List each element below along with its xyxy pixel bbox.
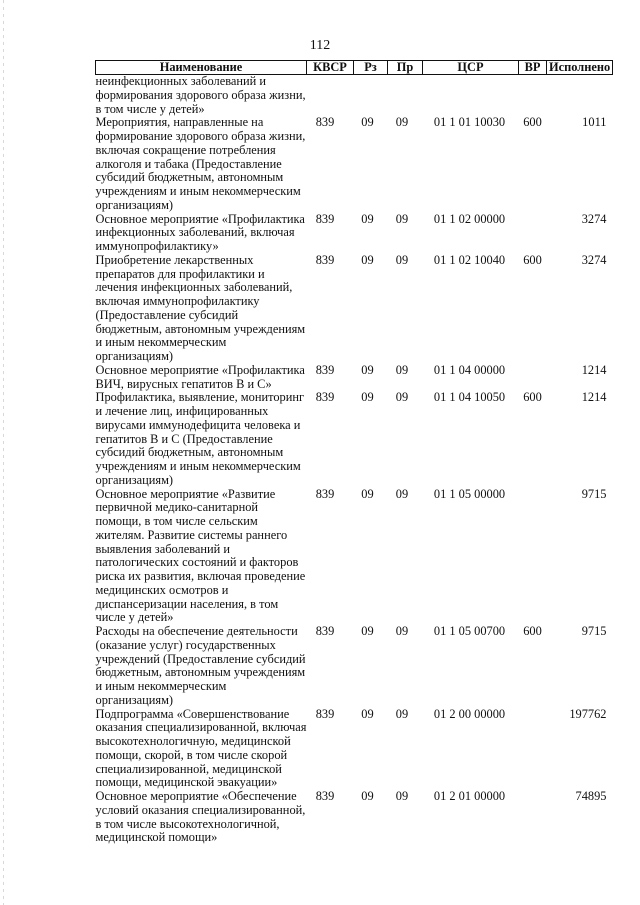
- cell-vr: 600: [523, 390, 542, 405]
- cell-amount: 3274: [581, 252, 607, 267]
- cell-name: Мероприятия, направленные на формирование здорового образа жизни, включая сокращение потребления алкоголя и табака (Предоставление субсидий бюджетным, автономным учреждениям и иным некоммерческим организациям): [95, 115, 306, 212]
- cell-rz: 09: [361, 390, 374, 405]
- cell-vr: [519, 790, 547, 845]
- cell-vr: [519, 708, 547, 791]
- cell-kvsr: 839: [315, 390, 335, 405]
- cell-kvsr: 839: [315, 706, 335, 721]
- cell-name: Основное мероприятие «Обеспечение условий оказания специализированной, в том числе высокотехнологичной, медицинской помощи»: [95, 789, 306, 845]
- cell-rz: 09: [361, 624, 374, 638]
- cell-pr: 09: [395, 362, 409, 377]
- cell-amount: 1214: [581, 362, 607, 377]
- table-row: [96, 364, 613, 392]
- cell-kvsr: 839: [315, 252, 335, 267]
- cell-kvsr: 839: [315, 362, 335, 377]
- cell-name: Приобретение лекарственных препаратов для профилактики и лечения инфекционных заболеваний, включая иммунопрофилактику (Предоставление субсидий бюджетным, автономным учреждениям и иным некоммерческим организациям): [95, 252, 306, 363]
- cell-name: Основное мероприятие «Профилактика инфекционных заболеваний, включая иммунопрофилактику»: [95, 211, 305, 253]
- cell-csr: 01 2 01 00000: [433, 789, 506, 803]
- cell-amount: [547, 75, 613, 117]
- cell-pr: 09: [395, 486, 409, 501]
- table-row: [96, 790, 613, 845]
- cell-rz: 09: [361, 211, 374, 226]
- cell-amount: 197762: [569, 706, 607, 721]
- cell-vr: [519, 75, 547, 117]
- cell-pr: 09: [395, 624, 409, 638]
- cell-name: Расходы на обеспечение деятельности (оказание услуг) государственных учреждений (Предоставление субсидий бюджетным, автономным учреждениям и иным некоммерческим организациям): [95, 624, 306, 707]
- cell-name: Основное мероприятие «Развитие первичной медико-санитарной помощи, в том числе сельским жителям. Развитие системы раннего выявления заболеваний и патологических состояний и факторов риска их развития, включая проведение медицинских осмотров и диспансеризации населения, в том числе у детей»: [95, 486, 306, 625]
- cell-amount: 74895: [575, 789, 607, 803]
- table-row: [96, 391, 613, 487]
- cell-amount: 3274: [581, 211, 607, 226]
- cell-pr: 09: [395, 252, 409, 267]
- cell-csr: 01 1 04 00000: [433, 362, 506, 377]
- cell-csr: 01 1 04 10050: [433, 390, 506, 405]
- header-pr: Пр: [388, 61, 423, 75]
- budget-table: [95, 60, 613, 845]
- cell-pr: 09: [395, 706, 409, 721]
- cell-name: неинфекционных заболеваний и формирования здорового образа жизни, в том числе у детей»: [95, 74, 306, 116]
- table-row: [96, 213, 613, 254]
- table-row: [96, 625, 613, 708]
- header-csr: ЦСР: [423, 61, 519, 75]
- cell-vr: 600: [523, 252, 542, 267]
- cell-csr: 01 1 05 00000: [433, 486, 506, 501]
- cell-vr: 600: [523, 115, 542, 130]
- table-row: [96, 488, 613, 626]
- table-header: [96, 61, 613, 75]
- header-amount: Исполнено: [547, 61, 613, 75]
- cell-kvsr: [307, 75, 354, 117]
- cell-rz: [354, 75, 388, 117]
- cell-pr: [388, 75, 423, 117]
- cell-pr: 09: [395, 390, 409, 405]
- cell-kvsr: 839: [315, 789, 335, 803]
- table-row: [96, 75, 613, 117]
- cell-pr: 09: [395, 211, 409, 226]
- header-kvsr: КВСР: [307, 61, 354, 75]
- table-row: [96, 254, 613, 364]
- cell-rz: 09: [361, 252, 374, 267]
- table-row: [96, 708, 613, 791]
- cell-rz: 09: [361, 362, 374, 377]
- cell-pr: 09: [395, 115, 409, 130]
- cell-csr: 01 2 00 00000: [433, 706, 506, 721]
- cell-amount: 9715: [581, 624, 607, 638]
- cell-amount: 1011: [582, 115, 607, 130]
- header-vr: ВР: [519, 61, 547, 75]
- cell-kvsr: 839: [315, 211, 335, 226]
- cell-csr: 01 1 02 10040: [433, 252, 506, 267]
- header-rz: Рз: [354, 61, 388, 75]
- cell-pr: 09: [395, 789, 409, 803]
- table-row: [96, 116, 613, 212]
- table-body: [96, 75, 613, 846]
- cell-vr: [519, 213, 547, 254]
- cell-kvsr: 839: [315, 486, 335, 501]
- cell-name: Профилактика, выявление, мониторинг и лечение лиц, инфицированных вирусами иммунодефицита человека и гепатитов В и С (Предоставление субсидий бюджетным, автономным учреждениям и иным некоммерческим организациям): [95, 390, 305, 487]
- cell-csr: 01 1 05 00700: [433, 624, 506, 638]
- cell-rz: 09: [361, 789, 374, 803]
- page-number: 112: [309, 38, 331, 53]
- cell-vr: 600: [523, 624, 542, 638]
- cell-name: Основное мероприятие «Профилактика ВИЧ, вирусных гепатитов В и С»: [95, 362, 305, 391]
- cell-kvsr: 839: [315, 115, 335, 130]
- cell-name: Подпрограмма «Совершенствование оказания специализированной, включая высокотехнологичную, медицинской помощи, скорой, в том числе скорой специализированной, медицинской помощи, медицинской эвакуации»: [95, 706, 307, 790]
- cell-vr: [519, 488, 547, 626]
- cell-vr: [519, 364, 547, 392]
- cell-kvsr: 839: [315, 624, 335, 638]
- cell-rz: 09: [361, 486, 374, 501]
- scan-edge-artifact: [3, 0, 4, 905]
- cell-csr: [423, 75, 519, 117]
- cell-rz: 09: [361, 706, 374, 721]
- cell-csr: 01 1 02 00000: [433, 211, 506, 226]
- header-name: Наименование: [96, 61, 307, 75]
- cell-amount: 9715: [581, 486, 607, 501]
- cell-csr: 01 1 01 10030: [433, 115, 506, 130]
- cell-amount: 1214: [581, 390, 607, 405]
- cell-rz: 09: [361, 115, 374, 130]
